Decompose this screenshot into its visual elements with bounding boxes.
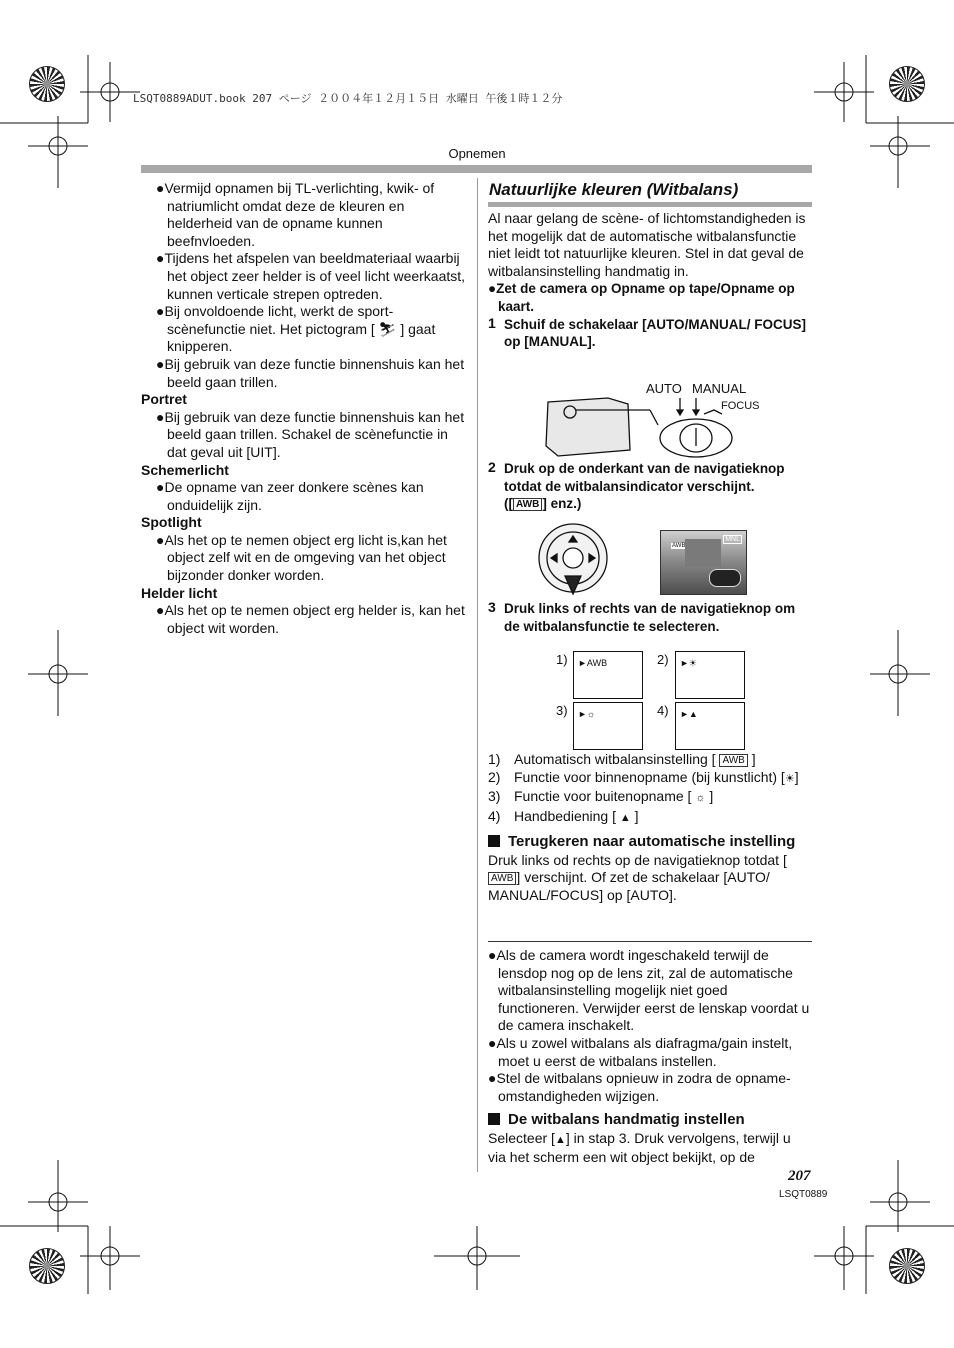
bullet-indoor: ●Bij gebruik van deze functie binnenshuis kan het beeld gaan trillen. <box>156 355 465 390</box>
intro-text: Al naar gelang de scène- of lichtomstandigheden is het mogelijk dat de automatische witbalansfunctie niet leidt tot natuurlijke kleuren. Stel in dat geval de witbalansinstelling handmatig in. <box>488 210 806 279</box>
manual-wb-icon: ▲ <box>619 811 631 824</box>
box-label-1: 1) <box>556 652 568 667</box>
back-to-auto-text: Druk links od rechts op de navigatieknop totdat [AWB ] verschijnt. Of zet de schakelaar [AUTO/ MANUAL/FOCUS] op [AUTO]. <box>488 851 787 904</box>
document-code: LSQT0889 <box>779 1189 828 1200</box>
switch-label-auto: AUTO <box>646 381 682 396</box>
mode-list <box>488 751 812 827</box>
step-1 <box>488 316 812 351</box>
bullet-tl: ●Vermijd opnamen bij TL-verlichting, kwik- of natriumlicht omdat deze de kleuren en helderheid van de opname kunnen beefnvloeden. <box>156 180 435 249</box>
notes-rule <box>488 941 812 942</box>
mode-icon-auto: ►AWB <box>578 658 608 668</box>
column-divider <box>477 178 478 1172</box>
bullet-helder-licht: ●Als het op te nemen object erg helder is, kan het object wit worden. <box>156 602 465 636</box>
box-label-3: 3) <box>556 703 568 718</box>
page-number: 207 <box>788 1168 811 1184</box>
mode-icon-indoor: ►☀ <box>680 658 697 668</box>
screen-mnl-indicator: MNL <box>725 536 740 543</box>
awb-icon: AWB <box>513 498 542 511</box>
step-2-bracket-open: ([ <box>504 496 513 512</box>
step-3-block <box>488 600 812 635</box>
bullet-portret: ●Bij gebruik van deze functie binnenshuis kan het beeld gaan trillen. Schakel de scènefunctie in dat geval uit [UIT]. <box>156 408 465 460</box>
square-bullet-icon <box>488 835 500 847</box>
screen-building <box>685 539 721 567</box>
step-2-text: Druk op de onderkant van de navigatieknop totdat de witbalansindicator verschijnt. <box>504 461 785 494</box>
sun-icon: ☼ <box>695 792 706 805</box>
mode-box-manual <box>675 702 745 750</box>
title-rule <box>488 202 812 207</box>
list-item: 4) Handbediening [ ▲ ] <box>488 808 812 828</box>
right-lower <box>488 751 812 905</box>
awb-icon: AWB <box>488 872 516 885</box>
section-header: Opnemen <box>448 146 506 161</box>
heading-manual-wb: De witbalans handmatig instellen <box>488 1111 812 1130</box>
indoor-light-icon: ☀ <box>784 772 795 785</box>
bullet-schemerlicht: ●De opname van zeer donkere scènes kan onduidelijk zijn. <box>156 479 424 513</box>
heading-back-to-auto: Terugkeren naar automatische instelling <box>488 833 812 852</box>
note-reset: ●Stel de witbalans opnieuw in zodra de opname-omstandigheden wijzigen. <box>488 1070 791 1104</box>
heading-spotlight: Spotlight <box>141 514 202 531</box>
step-3-number: 3 <box>488 599 496 615</box>
switch-illustration <box>538 380 768 460</box>
step-2-end: ] enz.) <box>542 496 582 512</box>
step-1-text: Schuif de schakelaar [AUTO/MANUAL/ FOCUS] op [MANUAL]. <box>504 316 807 350</box>
bullet-spotlight: ●Als het op te nemen object erg licht is,kan het object zelf wit en de omgeving van het object bijzonder donker worden. <box>156 531 447 584</box>
step-3-text: Druk links of rechts van de navigatieknop om de witbalansfunctie te selecteren. <box>504 601 796 634</box>
mode-box-indoor <box>675 651 745 699</box>
box-label-4: 4) <box>657 703 669 718</box>
heading-portret: Portret <box>141 391 187 408</box>
list-item: 1) Automatisch witbalansinstelling [ AWB ] <box>488 751 756 767</box>
screen-awb-indicator: AWB <box>672 543 686 549</box>
mode-icon-outdoor: ►☼ <box>578 709 596 719</box>
left-column <box>141 180 467 637</box>
print-header-line: LSQT0889ADUT.book 207 ページ ２００４年１２月１５日 水曜日 午後１時１２分 <box>133 92 563 105</box>
page-title: Natuurlijke kleuren (Witbalans) <box>489 180 739 199</box>
switch-label-manual: MANUAL <box>692 381 747 396</box>
screen-wb-control <box>709 569 741 587</box>
screen-preview <box>660 530 747 595</box>
pre-instruction: ●Zet de camera op Opname op tape/Opname op kaart. <box>488 281 795 314</box>
awb-icon: AWB <box>719 754 747 767</box>
camera-switch-drawing <box>538 380 768 460</box>
step-2 <box>488 460 812 513</box>
note-order: ●Als u zowel witbalans als diafragma/gain instelt, moet u eerst de witbalans instellen. <box>488 1034 793 1069</box>
mode-box-auto <box>573 651 643 699</box>
heading-schemerlicht: Schemerlicht <box>141 461 229 478</box>
list-item: 2) Functie voor binnenopname (bij kunstlicht) [☀] <box>488 769 812 789</box>
mode-icon-manual: ►▲ <box>680 709 698 719</box>
notes-block <box>488 947 812 1167</box>
manual-wb-text: Selecteer [▲] in stap 3. Druk vervolgens, terwijl u via het scherm een wit object bekijkt, op de <box>488 1129 791 1166</box>
manual-wb-icon: ▲ <box>554 1133 566 1146</box>
heading-helder-licht: Helder licht <box>141 584 218 601</box>
step-2-block <box>488 460 812 513</box>
note-lenscap: ●Als de camera wordt ingeschakeld terwijl de lensdop nog op de lens zit, zal de automatische witbalansinstelling mogelijk niet goed functioneren. Verwijder eerst de lenskap voordat u de camera inschakelt. <box>488 947 810 1034</box>
switch-label-focus: FOCUS <box>721 400 760 412</box>
square-bullet-icon <box>488 1113 500 1125</box>
step-3 <box>488 600 812 635</box>
header-rule <box>141 165 812 173</box>
list-item: 3) Functie voor buitenopname [ ☼ ] <box>488 788 812 808</box>
right-intro <box>488 210 812 351</box>
mode-box-outdoor <box>573 702 643 750</box>
bullet-sport: ●Bij onvoldoende licht, werkt de sport-scènefunctie niet. Het pictogram [ ⛷ ] gaat knipperen. <box>156 303 436 355</box>
step-2-number: 2 <box>488 459 496 475</box>
step-1-number: 1 <box>488 314 496 331</box>
box-label-2: 2) <box>657 652 669 667</box>
navigation-button-drawing <box>535 522 615 598</box>
bullet-stripes: ●Tijdens het afspelen van beeldmateriaal waarbij het object zeer helder is of veel licht weerkaatst, kunnen verticale strepen optreden. <box>156 250 466 302</box>
